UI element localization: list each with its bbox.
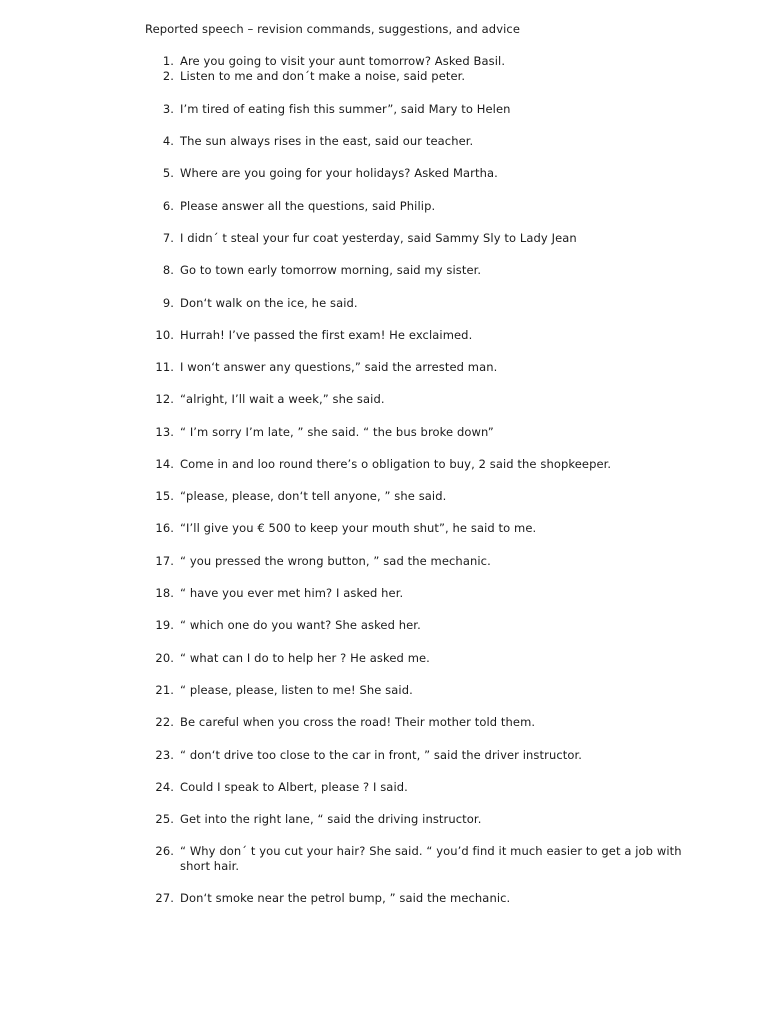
item-number: 5.: [162, 166, 174, 180]
item-text: Be careful when you cross the road! Their mother told them.: [180, 715, 536, 729]
item-text: Please answer all the questions, said Philip.: [180, 199, 436, 213]
list-item: [150, 69, 710, 84]
list-item: [150, 521, 710, 536]
item-number: 20.: [155, 651, 174, 665]
list-item: [150, 296, 710, 311]
list-item: [150, 489, 710, 504]
item-number: 10.: [155, 328, 174, 342]
item-number: 23.: [155, 748, 174, 762]
list-item: [150, 166, 710, 181]
item-text: I won‘t answer any questions,” said the arrested man.: [180, 360, 498, 374]
item-text: “ which one do you want? She asked her.: [180, 618, 421, 632]
item-text: Listen to me and don´t make a noise, said peter.: [180, 69, 466, 83]
list-item: [150, 134, 710, 149]
item-text: “alright, I’ll wait a week,” she said.: [180, 392, 385, 406]
item-number: 27.: [155, 891, 174, 905]
item-number: 8.: [162, 263, 174, 277]
item-text: “ please, please, listen to me! She said.: [180, 683, 413, 697]
list-item: [150, 651, 710, 666]
item-number: 18.: [155, 586, 174, 600]
item-text: “ you pressed the wrong button, ” sad the mechanic.: [180, 554, 491, 568]
list-item: [150, 554, 710, 569]
item-text: Get into the right lane, “ said the driving instructor.: [180, 812, 482, 826]
document-title: Reported speech – revision commands, suggestions, and advice: [145, 22, 520, 36]
list-item: [150, 844, 710, 874]
item-text: Don‘t walk on the ice, he said.: [180, 296, 358, 310]
list-item: [150, 586, 710, 601]
list-item: [150, 715, 710, 730]
item-text: Come in and loo round there’s o obligation to buy, 2 said the shopkeeper.: [180, 457, 612, 471]
item-number: 14.: [155, 457, 174, 471]
item-number: 12.: [155, 392, 174, 406]
item-text: “please, please, don‘t tell anyone, ” she said.: [180, 489, 447, 503]
list-item: [150, 683, 710, 698]
item-text: Could I speak to Albert, please ? I said.: [180, 780, 408, 794]
item-text: Hurrah! I’ve passed the first exam! He exclaimed.: [180, 328, 473, 342]
item-number: 4.: [162, 134, 174, 148]
list-item: [150, 812, 710, 827]
list-item: [150, 360, 710, 375]
list-item: [150, 328, 710, 343]
item-text: Go to town early tomorrow morning, said my sister.: [180, 263, 482, 277]
item-number: 21.: [155, 683, 174, 697]
item-text: Are you going to visit your aunt tomorrow? Asked Basil.: [180, 54, 506, 68]
list-item: [150, 392, 710, 407]
list-item: [150, 102, 710, 117]
item-number: 15.: [155, 489, 174, 503]
item-number: 6.: [162, 199, 174, 213]
item-text: “ what can I do to help her ? He asked me.: [180, 651, 430, 665]
item-number: 19.: [155, 618, 174, 632]
item-number: 9.: [162, 296, 174, 310]
item-number: 17.: [155, 554, 174, 568]
list-item: [150, 891, 710, 906]
item-text: Where are you going for your holidays? Asked Martha.: [180, 166, 498, 180]
item-text: “I’ll give you € 500 to keep your mouth shut”, he said to me.: [180, 521, 537, 535]
item-text: I’m tired of eating fish this summer”, said Mary to Helen: [180, 102, 511, 116]
item-number: 24.: [155, 780, 174, 794]
item-number: 22.: [155, 715, 174, 729]
item-number: 3.: [162, 102, 174, 116]
list-item: [150, 54, 710, 69]
list-item: [150, 457, 710, 472]
item-number: 11.: [155, 360, 174, 374]
item-number: 2.: [162, 69, 174, 83]
list-item: [150, 199, 710, 214]
item-text: The sun always rises in the east, said our teacher.: [180, 134, 474, 148]
list-item: [150, 618, 710, 633]
item-text: Don‘t smoke near the petrol bump, ” said the mechanic.: [180, 891, 511, 905]
list-item: [150, 263, 710, 278]
item-number: 16.: [155, 521, 174, 535]
item-number: 25.: [155, 812, 174, 826]
list-item: [150, 425, 710, 440]
item-text: I didn´ t steal your fur coat yesterday, said Sammy Sly to Lady Jean: [180, 231, 577, 245]
item-number: 26.: [155, 844, 174, 858]
list-item: [150, 748, 710, 763]
list-item: [150, 780, 710, 795]
item-text: “ Why don´ t you cut your hair? She said. “ you’d find it much easier to get a job with short hair.: [180, 844, 682, 873]
item-number: 1.: [162, 54, 174, 68]
item-text: “ have you ever met him? I asked her.: [180, 586, 404, 600]
item-number: 7.: [162, 231, 174, 245]
list-item: [150, 231, 710, 246]
item-text: “ I’m sorry I’m late, ” she said. “ the bus broke down”: [180, 425, 494, 439]
item-number: 13.: [155, 425, 174, 439]
item-text: “ don‘t drive too close to the car in front, ” said the driver instructor.: [180, 748, 583, 762]
